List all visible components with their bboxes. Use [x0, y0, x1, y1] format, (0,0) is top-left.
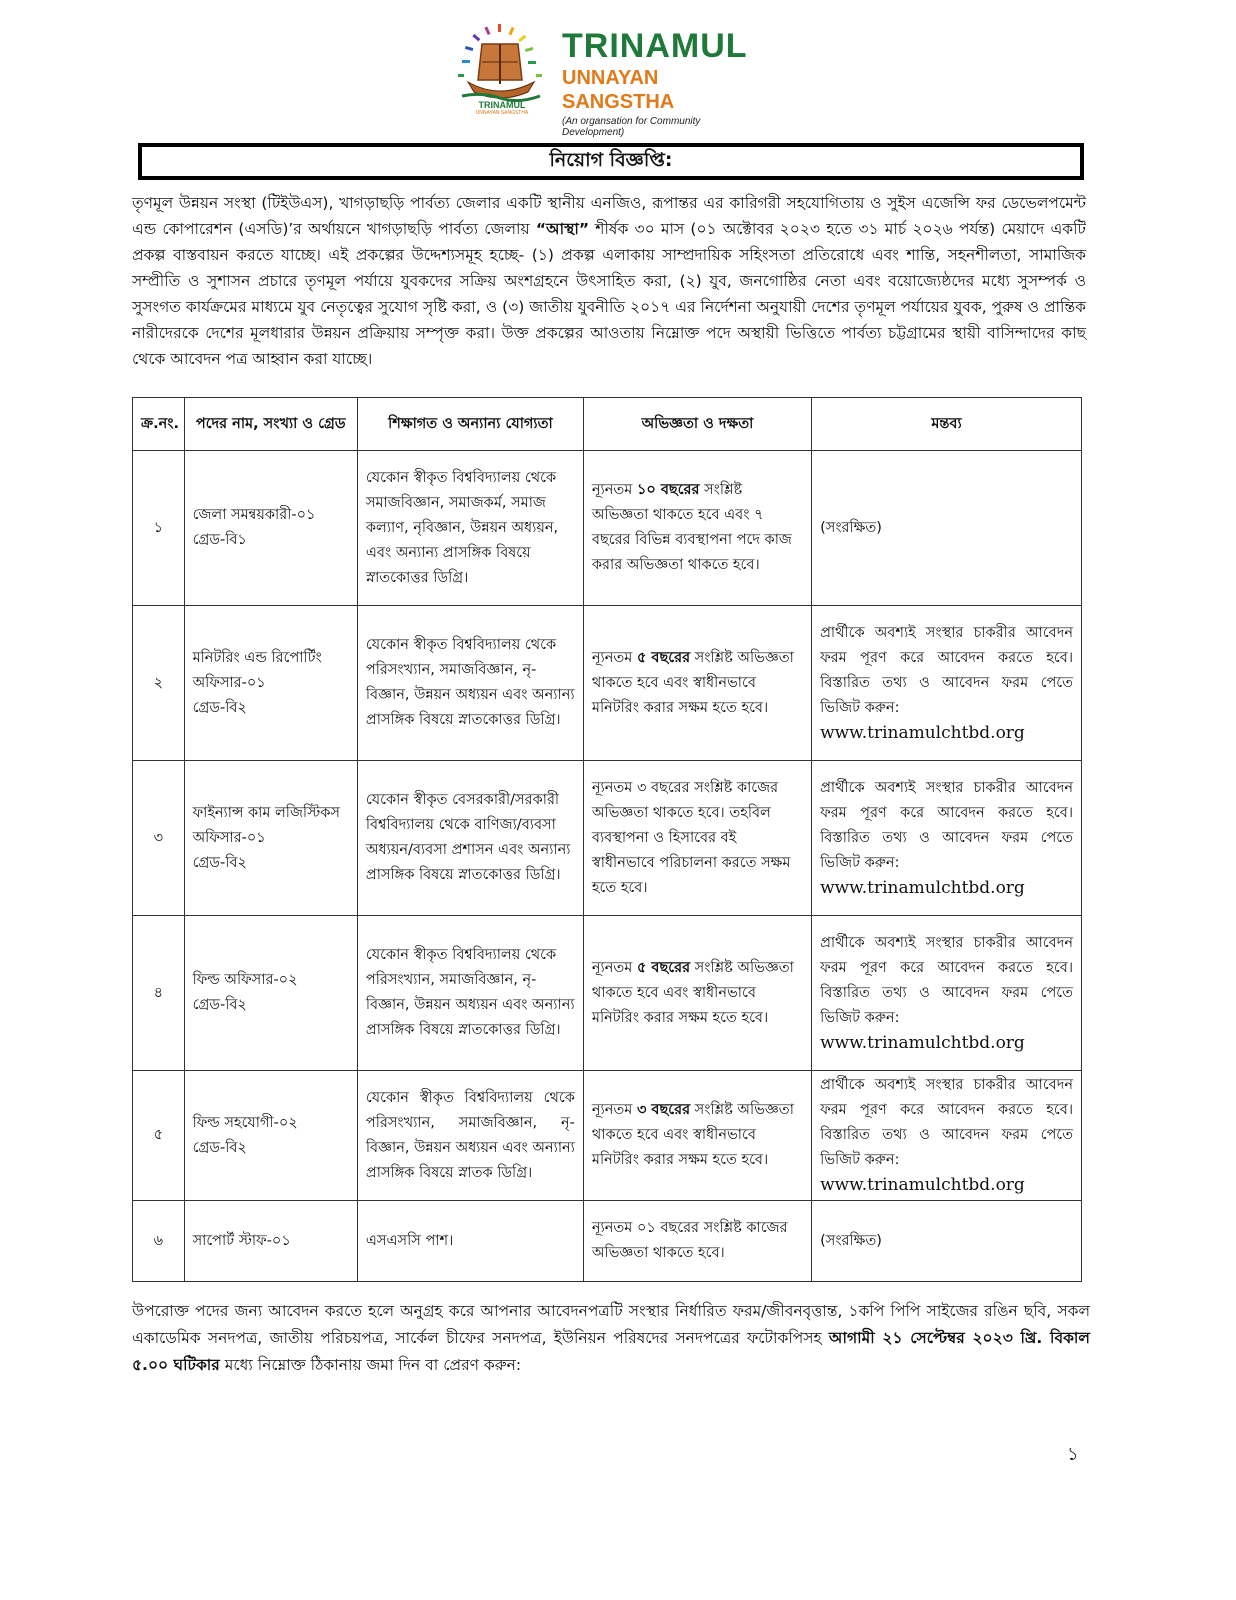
- row-edu: যেকোন স্বীকৃত বিশ্ববিদ্যালয় থেকে সমাজবিজ্ঞান, সমাজকর্ম, সমাজ কল্যাণ, নৃবিজ্ঞান, উন্নয়ন অধ্যয়ন, এবং অন্যান্য প্রাসঙ্গিক বিষয়ে স্নাতকোত্তর ডিগ্রি।: [357, 451, 583, 606]
- row-remarks: [812, 1201, 1082, 1282]
- table-row: [133, 606, 1082, 761]
- job-table: [132, 397, 1082, 1282]
- post-grade: গ্রেড-বি২: [192, 1139, 247, 1156]
- row-exp: [583, 1071, 811, 1201]
- website-link[interactable]: www.trinamulchtbd.org: [820, 1175, 1025, 1195]
- page-number: ১: [1067, 1444, 1079, 1465]
- application-instructions: [132, 1298, 1090, 1379]
- post-grade: গ্রেড-বি২: [192, 997, 247, 1013]
- remarks-text: প্রার্থীকে অবশ্যই সংস্থার চাকরীর আবেদন ফরম পূরণ করে আবেদন করতে হবে। বিস্তারিত তথ্য ও আবেদন ফরম পেতে ভিজিট করুন:: [820, 934, 1073, 1026]
- post-grade: গ্রেড-বি১: [192, 532, 247, 548]
- row-post: [184, 451, 357, 606]
- boat-logo-icon: [452, 22, 552, 114]
- remarks-text: (সংরক্ষিত): [820, 1232, 882, 1249]
- remarks-text: প্রার্থীকে অবশ্যই সংস্থার চাকরীর আবেদন ফরম পূরণ করে আবেদন করতে হবে। বিস্তারিত তথ্য ও আবেদন ফরম পেতে ভিজিট করুন:: [820, 779, 1073, 871]
- row-post: [184, 606, 357, 761]
- brand-tagline: (An organsation for Community Development): [562, 116, 701, 138]
- row-sl: ৫: [133, 1071, 185, 1201]
- row-exp: [583, 606, 811, 761]
- post-name: ফিল্ড অফিসার-০২: [192, 972, 298, 988]
- row-remarks: [812, 761, 1082, 916]
- exp-text: ন্যূনতম ৩ বছরের সংশ্লিষ্ট কাজের অভিজ্ঞতা থাকতে হবে। তহবিল ব্যবস্থাপনা ও হিসাবের বই স্বাধীনভাবে পরিচালনা করতে সক্ষম হতে হবে।: [591, 779, 791, 896]
- row-sl: ৪: [133, 916, 185, 1071]
- website-link[interactable]: www.trinamulchtbd.org: [820, 1032, 1025, 1053]
- header-remarks: মন্তব্য: [812, 398, 1082, 451]
- logo-caption-sub: UNNAYAN SANGSTHA: [475, 110, 529, 114]
- notice-title: নিয়োগ বিজ্ঞপ্তি:: [138, 143, 1084, 180]
- exp-years: ৩ বছরের: [636, 1102, 691, 1118]
- brand-text: [562, 28, 752, 138]
- website-link[interactable]: www.trinamulchtbd.org: [820, 877, 1025, 898]
- row-edu: যেকোন স্বীকৃত বিশ্ববিদ্যালয় থেকে পরিসংখ্যান, সমাজবিজ্ঞান, নৃ-বিজ্ঞান, উন্নয়ন অধ্যয়ন এবং অন্যান্য প্রাসঙ্গিক বিষয়ে স্নাতক ডিগ্রি।: [357, 1071, 583, 1201]
- post-name: ফাইন্যান্স কাম লজিস্টিকস অফিসার-০১: [192, 804, 340, 846]
- header-edu: শিক্ষাগত ও অন্যান্য যোগ্যতা: [357, 398, 583, 451]
- row-sl: ১: [133, 451, 185, 606]
- row-remarks: [812, 606, 1082, 761]
- brand-main: TRINAMUL: [562, 27, 748, 65]
- exp-text-rest: সংশ্লিষ্ট অভিজ্ঞতা থাকতে হবে এবং স্বাধীনভাবে মনিটরিং করার সক্ষম হতে হবে।: [591, 649, 794, 716]
- intro-text-2: শীর্ষক ৩০ মাস (০১ অক্টোবর ২০২৩ হতে ৩১ মার্চ ২০২৬ পর্যন্ত) মেয়াদে একটি প্রকল্প বাস্তবায়ন করতে যাচ্ছে। এই প্রকল্পের উদ্দেশ্যসমূহ হচ্ছে- (১) প্রকল্প এলাকায় সাম্প্রদায়িক সহিংসতা প্রতিরোধে এবং শান্তি, সহনশীলতা, সামাজিক সম্প্রীতি ও সুশাসন প্রচারে তৃণমূল পর্যায়ে যুবকদের সক্রিয় অংশগ্রহনে উৎসাহিত করা, (২) যুব, জনগোষ্ঠির নেতা এবং বয়োজ্যেষ্ঠদের মধ্যে সুসম্পর্ক ও সুসংগত কার্যক্রমের মাধ্যমে যুব নেতৃত্বের সুযোগ সৃষ্টি করা, ও (৩) জাতীয় যুবনীতি ২০১৭ এর নির্দেশনা অনুযায়ী দেশের তৃণমূল পর্যায়ের যুবক, পুরুষ ও প্রান্তিক নারীদেরকে দেশের মূলধারার উন্নয়ন প্রক্রিয়ায় সম্পৃক্ত করা। উক্ত প্রকল্পের আওতায় নিম্নোক্ত পদে অস্থায়ী ভিত্তিতে পার্বত্য চট্টগ্রামের স্থায়ী বাসিন্দাদের কাছ থেকে আবেদন পত্র আহ্বান করা যাচ্ছে।: [132, 220, 1086, 368]
- remarks-text: (সংরক্ষিত): [820, 519, 882, 536]
- table-row: [133, 916, 1082, 1071]
- post-name: জেলা সমন্বয়কারী-০১: [192, 507, 316, 523]
- brand-sub: UNNAYAN SANGSTHA: [562, 67, 675, 113]
- remarks-text: প্রার্থীকে অবশ্যই সংস্থার চাকরীর আবেদন ফরম পূরণ করে আবেদন করতে হবে। বিস্তারিত তথ্য ও আবেদন ফরম পেতে ভিজিট করুন:: [820, 624, 1073, 716]
- row-post: [184, 1071, 357, 1201]
- table-row: [133, 1201, 1082, 1282]
- project-name: “আস্থা”: [535, 220, 590, 238]
- instructions-text: উপরোক্ত পদের জন্য আবেদন করতে হলে অনুগ্রহ করে আপনার আবেদনপত্রটি সংস্থার নির্ধারিত ফরম/জীবনবৃত্তান্ত, ১কপি পিপি সাইজের রঙিন ছবি, সকল একাডেমিক সনদপত্র, জাতীয় পরিচয়পত্র, সার্কেল চীফের সনদপত্র, ইউনিয়ন পরিষদের সনদপত্রের ফটোকপিসহ: [132, 1302, 1090, 1347]
- exp-text: ন্যূনতম: [591, 649, 637, 666]
- table-header-row: [133, 398, 1082, 451]
- post-grade: গ্রেড-বি২: [192, 854, 247, 871]
- intro-text-1: তৃণমূল উন্নয়ন সংস্থা (টিইউএস), খাগড়াছড়ি পার্বত্য জেলার একটি স্থানীয় এনজিও, রূপান্তর এর কারিগরী সহযোগিতায় ও সুইস এজেন্সি ফর ডেভেলপমেন্ট এন্ড কোপারেশন (এসডি)’র অর্থায়নে খাগড়াছড়ি পার্বত্য জেলায়: [132, 194, 1086, 238]
- exp-text: ন্যূনতম: [591, 482, 637, 498]
- row-sl: ২: [133, 606, 185, 761]
- row-post: [184, 1201, 357, 1282]
- row-sl: ৩: [133, 761, 185, 916]
- row-edu: এসএসসি পাশ।: [357, 1201, 583, 1282]
- table-row: [133, 761, 1082, 916]
- row-edu: যেকোন স্বীকৃত বিশ্ববিদ্যালয় থেকে পরিসংখ্যান, সমাজবিজ্ঞান, নৃ-বিজ্ঞান, উন্নয়ন অধ্যয়ন এবং অন্যান্য প্রাসঙ্গিক বিষয়ে স্নাতকোত্তর ডিগ্রি।: [357, 606, 583, 761]
- row-remarks: [812, 451, 1082, 606]
- row-remarks: [812, 916, 1082, 1071]
- table-row: [133, 451, 1082, 606]
- row-post: [184, 916, 357, 1071]
- row-post: [184, 761, 357, 916]
- intro-paragraph: [132, 190, 1086, 372]
- deadline: আগামী ২১ সেপ্টেম্বর ২০২৩ খ্রি. বিকাল ৫.০০ ঘটিকার: [132, 1329, 1090, 1374]
- table-row: [133, 1071, 1082, 1201]
- row-exp: [583, 1201, 811, 1282]
- exp-years: ৫ বছরের: [636, 959, 691, 976]
- org-logo: [452, 22, 752, 138]
- remarks-text: প্রার্থীকে অবশ্যই সংস্থার চাকরীর আবেদন ফরম পূরণ করে আবেদন করতে হবে। বিস্তারিত তথ্য ও আবেদন ফরম পেতে ভিজিট করুন:: [820, 1077, 1073, 1168]
- header-post: পদের নাম, সংখ্যা ও গ্রেড: [184, 398, 357, 451]
- header-sl: ক্র.নং.: [133, 398, 185, 451]
- header-exp: অভিজ্ঞতা ও দক্ষতা: [583, 398, 811, 451]
- exp-text: ন্যূনতম: [591, 1102, 637, 1118]
- website-link[interactable]: www.trinamulchtbd.org: [820, 722, 1025, 743]
- row-edu: যেকোন স্বীকৃত বিশ্ববিদ্যালয় থেকে পরিসংখ্যান, সমাজবিজ্ঞান, নৃ-বিজ্ঞান, উন্নয়ন অধ্যয়ন এবং অন্যান্য প্রাসঙ্গিক বিষয়ে স্নাতকোত্তর ডিগ্রি।: [357, 916, 583, 1071]
- exp-text-rest: সংশ্লিষ্ট অভিজ্ঞতা থাকতে হবে এবং স্বাধীনভাবে মনিটরিং করার সক্ষম হতে হবে।: [591, 1102, 794, 1168]
- logo-caption: TRINAMUL: [478, 100, 526, 110]
- post-grade: গ্রেড-বি২: [192, 699, 247, 716]
- exp-text: ন্যূনতম ০১ বছরের সংশ্লিষ্ট কাজের অভিজ্ঞতা থাকতে হবে।: [591, 1220, 788, 1261]
- exp-years: ৫ বছরের: [636, 649, 691, 666]
- row-exp: [583, 916, 811, 1071]
- exp-text-rest: সংশ্লিষ্ট অভিজ্ঞতা থাকতে হবে এবং ৭ বছরের বিভিন্ন ব্যবস্থাপনা পদে কাজ করার অভিজ্ঞতা থাকতে হবে।: [591, 482, 792, 573]
- row-exp: [583, 451, 811, 606]
- post-name: সাপোর্ট স্টাফ-০১: [192, 1232, 291, 1249]
- post-name: ফিল্ড সহযোগী-০২: [192, 1114, 298, 1131]
- row-edu: যেকোন স্বীকৃত বেসরকারী/সরকারী বিশ্ববিদ্যালয় থেকে বাণিজ্য/ব্যবসা অধ্যয়ন/ব্যবসা প্রশাসন এবং অন্যান্য প্রাসঙ্গিক বিষয়ে স্নাতকোত্তর ডিগ্রি।: [357, 761, 583, 916]
- post-name: মনিটরিং এন্ড রিপোর্টিং অফিসার-০১: [192, 649, 322, 691]
- row-exp: [583, 761, 811, 916]
- exp-years: ১০ বছরের: [636, 482, 700, 498]
- row-sl: ৬: [133, 1201, 185, 1282]
- instructions-text-end: মধ্যে নিম্নোক্ত ঠিকানায় জমা দিন বা প্রেরণ করুন:: [219, 1356, 522, 1374]
- exp-text: ন্যূনতম: [591, 959, 637, 976]
- exp-text-rest: সংশ্লিষ্ট অভিজ্ঞতা থাকতে হবে এবং স্বাধীনভাবে মনিটরিং করার সক্ষম হতে হবে।: [591, 959, 794, 1026]
- row-remarks: [812, 1071, 1082, 1201]
